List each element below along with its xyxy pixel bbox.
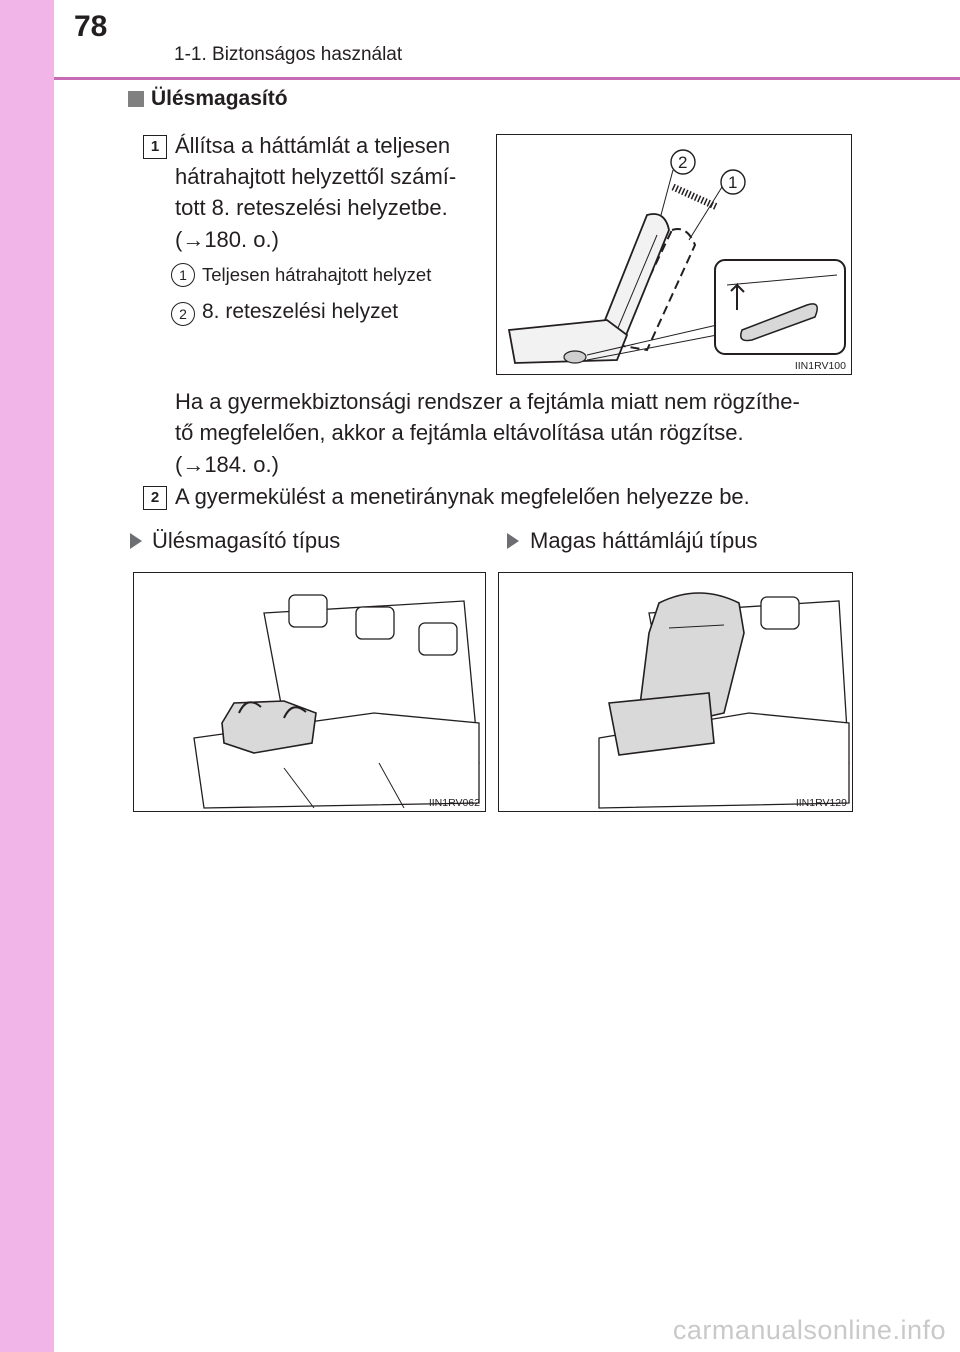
seat-illustration: [497, 135, 853, 376]
legend-number-1: 1: [171, 263, 195, 287]
figure-code: IIN1RV129: [795, 797, 847, 809]
seatback-recline-figure: [496, 134, 852, 375]
heading-square-icon: [128, 91, 144, 107]
watermark: carmanualsonline.info: [672, 1315, 946, 1345]
note-line-2: tő megfelelően, akkor a fejtámla eltávolítása után rögzítse.: [175, 420, 744, 445]
figure-code: IIN1RV100: [794, 360, 846, 372]
legend-number-2: 2: [171, 302, 195, 326]
triangle-bullet-icon: [130, 533, 142, 549]
legend-text-1: Teljesen hátrahajtott helyzet: [202, 264, 432, 285]
figure-code: IIN1RV062: [428, 797, 480, 809]
side-color-band: [0, 0, 54, 1352]
triangle-bullet-icon: [507, 533, 519, 549]
heading: Ülésmagasító: [151, 87, 288, 110]
note-reference: (→184. o.): [175, 452, 279, 477]
booster-seat-figure: [133, 572, 486, 812]
note-line-1: Ha a gyermekbiztonsági rendszer a fejtámla miatt nem rögzíthe-: [175, 389, 800, 414]
step-badge-1: 1: [143, 135, 167, 159]
high-back-seat-figure: [498, 572, 853, 812]
svg-text:1: 1: [728, 173, 738, 192]
step1-reference: (→180. o.): [175, 227, 279, 252]
type-label-high-back: Magas háttámlájú típus: [530, 528, 758, 553]
header-rule: [54, 77, 960, 80]
type-label-booster: Ülésmagasító típus: [152, 528, 341, 553]
step1-line-3: tott 8. reteszelési helyzetbe.: [175, 195, 448, 220]
page-number: 78: [74, 10, 108, 43]
legend-text-2: 8. reteszelési helyzet: [202, 300, 399, 323]
section-title: 1-1. Biztonságos használat: [174, 44, 403, 65]
step2-text: A gyermekülést a menetiránynak megfelelően helyezze be.: [175, 484, 750, 509]
step-badge-2: 2: [143, 486, 167, 510]
step1-line-1: Állítsa a háttámlát a teljesen: [175, 133, 451, 158]
booster-illustration: [134, 573, 487, 813]
svg-text:2: 2: [678, 153, 688, 172]
step1-line-2: hátrahajtott helyzettől számí-: [175, 164, 457, 189]
high-back-illustration: [499, 573, 854, 813]
